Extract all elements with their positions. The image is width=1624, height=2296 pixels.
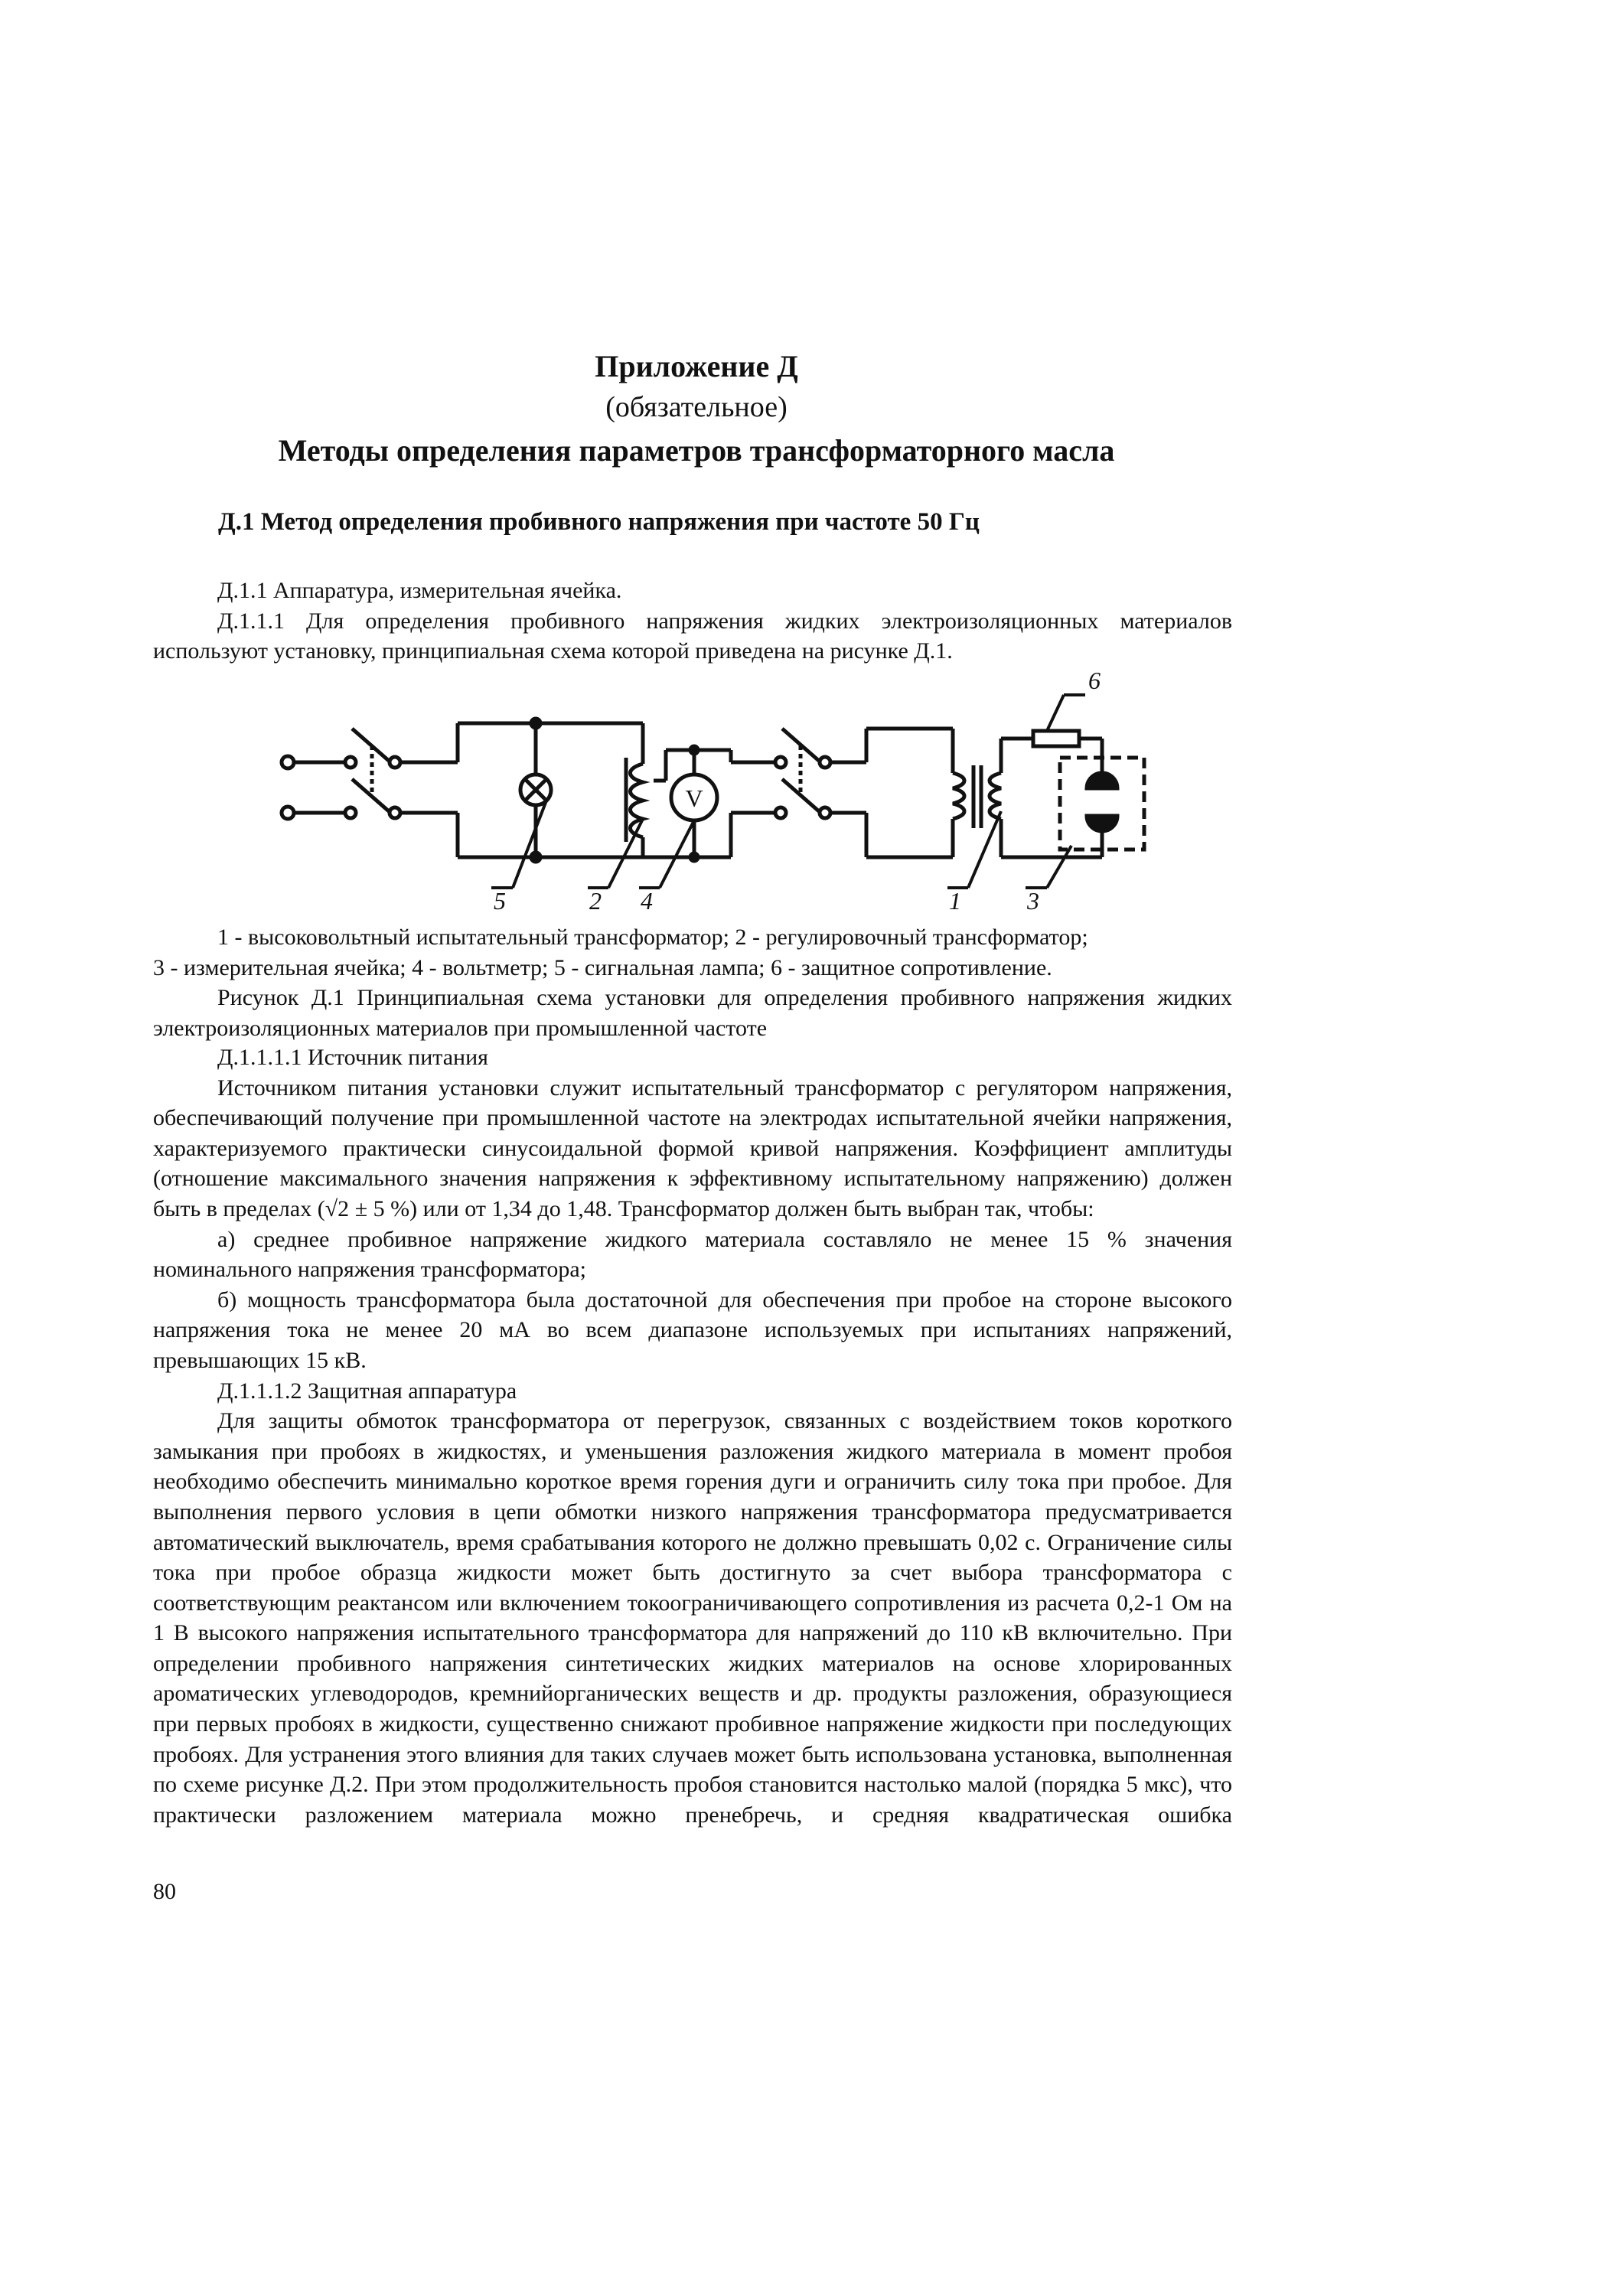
measuring-cell xyxy=(1060,758,1144,857)
sqrt-symbol: √2 xyxy=(324,1195,350,1221)
voltmeter-label: V xyxy=(685,784,703,812)
paragraph-setup: Д.1.1.1 Для определения пробивного напряжения жидких электроизоляционных материалов используют установку, принципиальная схема которой приведена на рисунке Д.1. xyxy=(153,608,1232,664)
list-item-b: б) мощность трансформатора была достаточной для обеспечения при пробое на стороне высокого напряжения тока не менее 20 мА во всем диапазоне используемых при испытаниях напряжений, превышающих 15 кВ. xyxy=(153,1287,1232,1373)
power-text-2: ± 5 %) или от 1,34 до 1,48. Трансформатор должен быть выбран так, чтобы: xyxy=(349,1195,1094,1221)
circuit-diagram xyxy=(260,666,1209,918)
label-4: 4 xyxy=(641,887,653,915)
legend-line-2: 3 - измерительная ячейка; 4 - вольтметр; 5 - сигнальная лампа; 6 - защитное сопротивление. xyxy=(153,954,1052,980)
paragraph-power-source xyxy=(153,1073,1232,1225)
power-text-1: Источником питания установки служит испытательный трансформатор с регулятором напряжения, обеспечивающий получение при промышленной частоте на электродах испытательной ячейки напряжения, характеризуемого практически синусоидальной формой кривой напряжения. Коэффициент амплитуды (отношение максимального значения напряжения к эффективному испытательному напряжению) должен быть в пределах ( xyxy=(153,1075,1232,1221)
input-terminals xyxy=(282,756,356,819)
figure-caption: Рисунок Д.1 Принципиальная схема установки для определения пробивного напряжения жидких электроизоляционных материалов при промышленной частоте xyxy=(153,985,1232,1041)
appendix-title: Приложение Д xyxy=(595,349,798,383)
switch-1 xyxy=(352,729,458,818)
body-text xyxy=(153,1042,1232,1830)
legend-line-1: 1 - высоковольтный испытательный трансформатор; 2 - регулировочный трансформатор; xyxy=(217,925,1088,950)
label-1: 1 xyxy=(949,887,961,915)
label-6: 6 xyxy=(1088,667,1101,694)
appendix-subject: Методы определения параметров трансформаторного масла xyxy=(278,433,1115,468)
label-2: 2 xyxy=(589,887,602,915)
list-item-a: а) среднее пробивное напряжение жидкого материала составляло не менее 15 % значения номинального напряжения трансформатора; xyxy=(153,1226,1232,1283)
signal-lamp xyxy=(520,719,551,862)
paragraph-protection: Для защиты обмоток трансформатора от перегрузок, связанных с воздействием токов короткого замыкания при пробоях в жидкостях, и уменьшения разложения жидкого материала в момент пробоя необходимо обеспечить минимально короткое время горения дуги и ограничить силу тока при пробое. Для выполнения первого условия в цепи обмотки низкого напряжения трансформатора предусматривается автоматический выключатель, время срабатывания которого не должно превышать 0,02 с. Ограничение силы тока при пробое образца жидкости может быть достигнуто за счет выбора трансформатора с соответствующим реактансом или включением токоограничивающего сопротивления из расчета 0,2-1 Ом на 1 В высокого напряжения испытательного трансформатора для напряжений до 110 кВ включительно. При определении пробивного напряжения синтетических жидких материалов на основе хлорированных ароматических углеводородов, кремнийорганических веществ и др. продукты разложения, образующиеся при первых пробоях в жидкости, существенно снижают пробивное напряжение жидкости при последующих пробоях. Для устранения этого влияния для таких случаев может быть использована установка, выполненная по схеме рисунке Д.2. При этом продолжительность пробоя становится настолько малой (порядка 5 мкс), что практически разложением материала можно пренебречь, и средняя квадратическая ошибка xyxy=(153,1408,1232,1828)
label-3: 3 xyxy=(1027,887,1039,915)
intro-text xyxy=(153,576,1232,667)
figure-legend xyxy=(153,922,1232,1043)
switch-2 xyxy=(782,729,866,818)
heading-protection: Д.1.1.1.2 Защитная аппаратура xyxy=(217,1378,517,1404)
label-5: 5 xyxy=(494,887,506,915)
heading-power-source: Д.1.1.1.1 Источник питания xyxy=(217,1045,488,1070)
voltmeter xyxy=(643,746,731,861)
page-number: 80 xyxy=(153,1879,176,1904)
section-heading: Д.1 Метод определения пробивного напряжения при частоте 50 Гц xyxy=(218,508,980,536)
paragraph-apparatus: Д.1.1 Аппаратура, измерительная ячейка. xyxy=(217,578,622,603)
appendix-status: (обязательное) xyxy=(605,391,788,423)
